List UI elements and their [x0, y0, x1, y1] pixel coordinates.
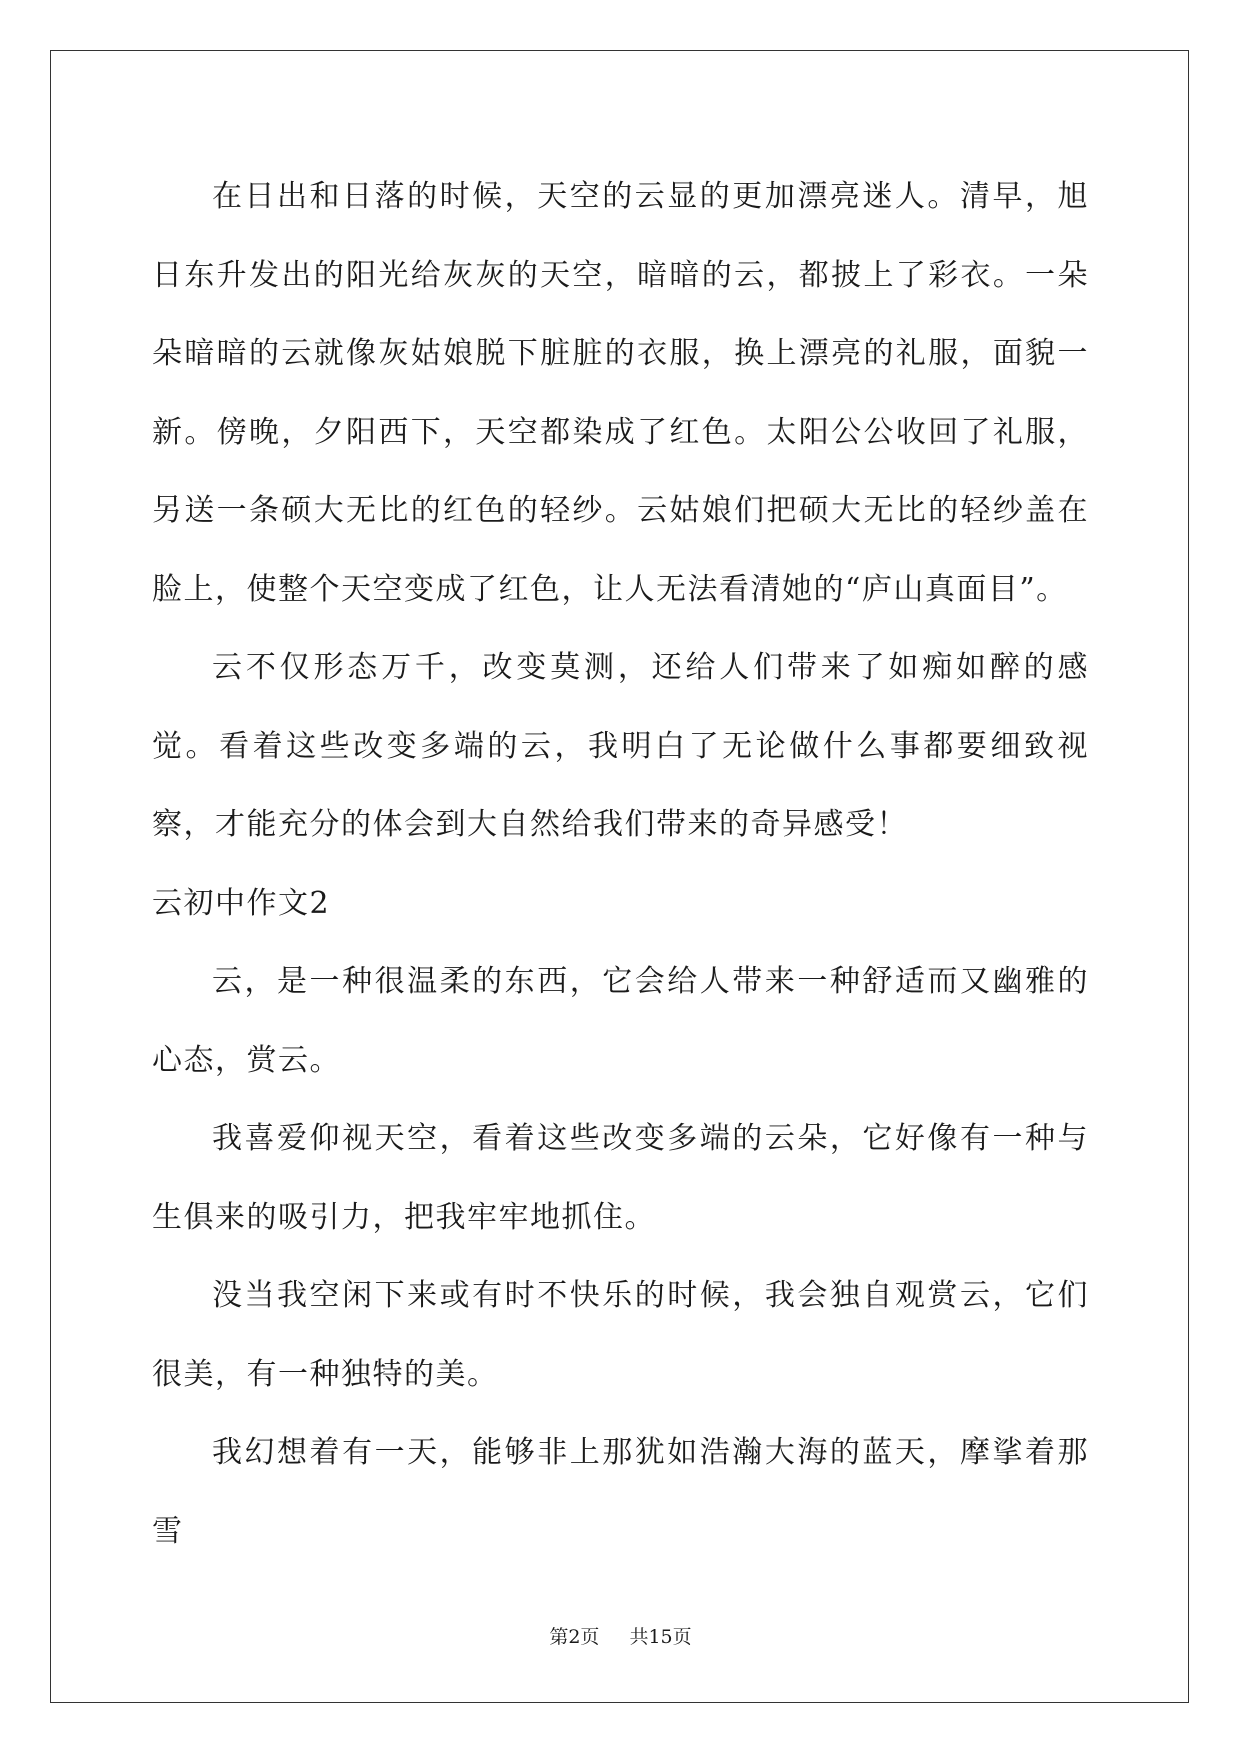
- section-title: 云初中作文2: [152, 885, 331, 921]
- paragraph: 云，是一种很温柔的东西，它会给人带来一种舒适而又幽雅的心态，赏云。: [152, 964, 1089, 1078]
- paragraph: 我喜爱仰视天空，看着这些改变多端的云朵，它好像有一种与生俱来的吸引力，把我牢牢地抓住。: [152, 1121, 1089, 1235]
- page-footer: [0, 1622, 1241, 1649]
- page-number: 第2页: [549, 1626, 600, 1648]
- page-total: 共15页: [629, 1626, 692, 1648]
- paragraph: 我幻想着有一天，能够非上那犹如浩瀚大海的蓝天，摩挲着那雪: [152, 1435, 1089, 1549]
- paragraph: 没当我空闲下来或有时不快乐的时候，我会独自观赏云，它们很美，有一种独特的美。: [152, 1278, 1089, 1392]
- paragraph: 云不仅形态万千，改变莫测，还给人们带来了如痴如醉的感觉。看着这些改变多端的云，我明白了无论做什么事都要细致视察，才能充分的体会到大自然给我们带来的奇异感受！: [152, 650, 1089, 842]
- paragraph: 在日出和日落的时候，天空的云显的更加漂亮迷人。清早，旭日东升发出的阳光给灰灰的天空，暗暗的云，都披上了彩衣。一朵朵暗暗的云就像灰姑娘脱下脏脏的衣服，换上漂亮的礼服，面貌一新。傍晚，夕阳西下，天空都染成了红色。太阳公公收回了礼服，另送一条硕大无比的红色的轻纱。云姑娘们把硕大无比的轻纱盖在脸上，使整个天空变成了红色，让人无法看清她的“庐山真面目”。: [152, 179, 1089, 607]
- document-body: [152, 158, 1089, 1571]
